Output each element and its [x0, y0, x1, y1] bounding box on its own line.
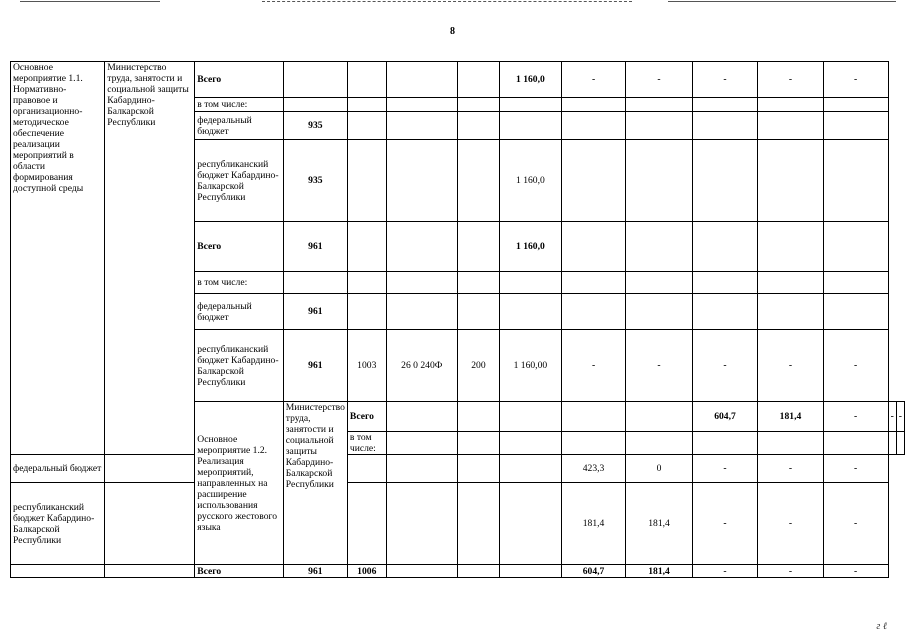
cell-value: 1 160,0 — [499, 140, 561, 222]
cell-value: 181,4 — [626, 483, 692, 565]
cell-value: 1 160,00 — [499, 330, 561, 402]
corner-mark: г ℓ — [876, 621, 887, 632]
cell-dash: - — [823, 455, 888, 483]
cell-dash: - — [692, 565, 757, 578]
cell-dash: - — [692, 483, 757, 565]
header-rule-right — [668, 1, 896, 2]
cell-rzpr: 1006 — [347, 565, 386, 578]
cell-dash: - — [758, 455, 823, 483]
cell-dash: - — [823, 483, 888, 565]
table-row — [11, 483, 905, 565]
cell-value: 0 — [626, 455, 692, 483]
cell-dash: - — [758, 483, 823, 565]
section-1-executor: Министерство труда, занятости и социальной защиты Кабардино-Балкарской Республики — [105, 62, 195, 455]
cell — [283, 62, 347, 98]
cell-value: 181,4 — [758, 402, 823, 432]
row-label: Всего — [347, 402, 386, 432]
cell-vr: 200 — [457, 330, 499, 402]
cell-value: 181,4 — [561, 483, 626, 565]
cell-grbs: 961 — [283, 222, 347, 272]
cell-value: 423,3 — [561, 455, 626, 483]
cell-dash: - — [561, 62, 626, 98]
cell-dash: - — [823, 402, 888, 432]
page-number: 8 — [450, 26, 455, 37]
cell-dash: - — [692, 330, 757, 402]
row-label: федеральный бюджет — [11, 455, 105, 483]
cell-dash: - — [692, 62, 757, 98]
cell-dash: - — [888, 402, 896, 432]
header-rule-middle — [262, 1, 632, 2]
cell-value: 1 160,0 — [499, 222, 561, 272]
table-row — [11, 62, 905, 98]
table-row — [11, 455, 905, 483]
cell-value: 1 160,0 — [499, 62, 561, 98]
cell-dash: - — [758, 565, 823, 578]
cell-csr: 26 0 240Ф — [386, 330, 457, 402]
row-label: республиканский бюджет Кабардино-Балкарской Республики — [195, 140, 284, 222]
section-2-executor: Министерство труда, занятости и социальной защиты Кабардино-Балкарской Республики — [283, 402, 347, 565]
row-label: в том числе: — [347, 432, 386, 455]
cell-dash: - — [896, 402, 904, 432]
cell — [386, 62, 457, 98]
cell-dash: - — [758, 330, 823, 402]
cell-grbs: 935 — [283, 112, 347, 140]
cell-grbs: 935 — [283, 140, 347, 222]
row-label: федеральный бюджет — [195, 112, 284, 140]
row-label: республиканский бюджет Кабардино-Балкарской Республики — [195, 330, 284, 402]
cell-grbs: 961 — [283, 330, 347, 402]
cell-grbs: 961 — [283, 294, 347, 330]
cell-grbs: 961 — [283, 565, 347, 578]
row-label: Всего — [195, 565, 284, 578]
cell-rzpr: 1003 — [347, 330, 386, 402]
cell-value: 604,7 — [692, 402, 757, 432]
row-label: Всего — [195, 62, 284, 98]
table-row — [11, 565, 905, 578]
cell-dash: - — [823, 330, 888, 402]
section-1-name: Основное мероприятие 1.1. Нормативно-правовое и организационно-методическое обеспечение реализации мероприятий в области формирования доступной среды — [11, 62, 105, 455]
header-rule-left — [20, 1, 160, 2]
section-2-name: Основное мероприятие 1.2. Реализация мероприятий, направленных на расширение использования русского жестового языка — [195, 402, 284, 565]
row-label: Всего — [195, 222, 284, 272]
row-label: в том числе: — [195, 272, 284, 294]
cell-value: 181,4 — [626, 565, 692, 578]
cell-dash: - — [692, 455, 757, 483]
row-label: в том числе: — [195, 98, 284, 112]
cell-dash: - — [758, 62, 823, 98]
cell-dash: - — [823, 565, 888, 578]
cell — [457, 62, 499, 98]
cell — [347, 62, 386, 98]
budget-table — [10, 61, 905, 578]
cell-dash: - — [823, 62, 888, 98]
cell-value: 604,7 — [561, 565, 626, 578]
row-label: республиканский бюджет Кабардино-Балкарской Республики — [11, 483, 105, 565]
row-label: федеральный бюджет — [195, 294, 284, 330]
cell-dash: - — [626, 62, 692, 98]
cell-dash: - — [626, 330, 692, 402]
cell-dash: - — [561, 330, 626, 402]
